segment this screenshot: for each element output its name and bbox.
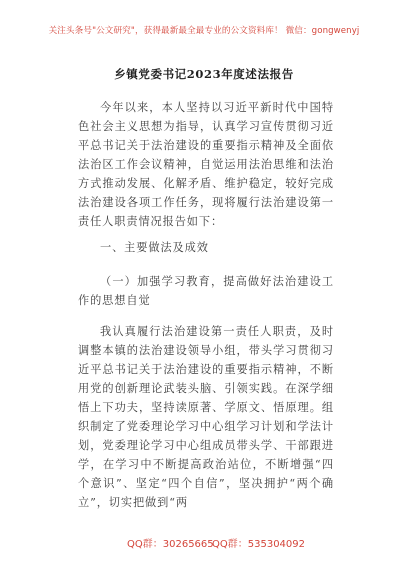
intro-paragraph: 今年以来，本人坚持以习近平新时代中国特色社会主义思想为指导，认真学习宣传贯彻习近平总书记关于法治建设的重要指示精神及全面依法治区工作会议精神，自觉运用法治思维和法治方式推动发展、化解矛盾、维护稳定，较好完成法治建设各项工作任务，现将履行法治建设第一责任人职责情况报告如下： bbox=[78, 101, 334, 228]
qq-group-2: QQ群：535304092 bbox=[212, 539, 306, 550]
body-paragraph: 我认真履行法治建设第一责任人职责，及时调整本镇的法治建设领导小组，带头学习贯彻习近平总书记关于法治建设的重要指示精神，不断用党的创新理论武装头脑、引领实践。在深学细悟上下功夫，坚持读原著、学原文、悟原理。组织制定了党委理论学习中心组学习计划和学法计划，党委理论学习中心组成员带头学、干部跟进学，在学习中不断提高政治站位，不断增强“四个意识”、坚定“四个自信”，坚决拥护“两个确立”，切实把做到“两 bbox=[78, 325, 334, 509]
subsection-heading-1: （一）加强学习教育，提高做好法治建设工作的思想自觉 bbox=[78, 275, 334, 307]
section-heading-1: 一、主要做法及成效 bbox=[100, 241, 209, 254]
document-title: 乡镇党委书记2023年度述法报告 bbox=[114, 67, 294, 81]
promo-banner: 关注头条号"公文研究"，获得最新最全最专业的公文资料库！ 微信：gongwenyj bbox=[48, 26, 360, 36]
qq-group-1: QQ群：30265665 bbox=[127, 539, 214, 550]
